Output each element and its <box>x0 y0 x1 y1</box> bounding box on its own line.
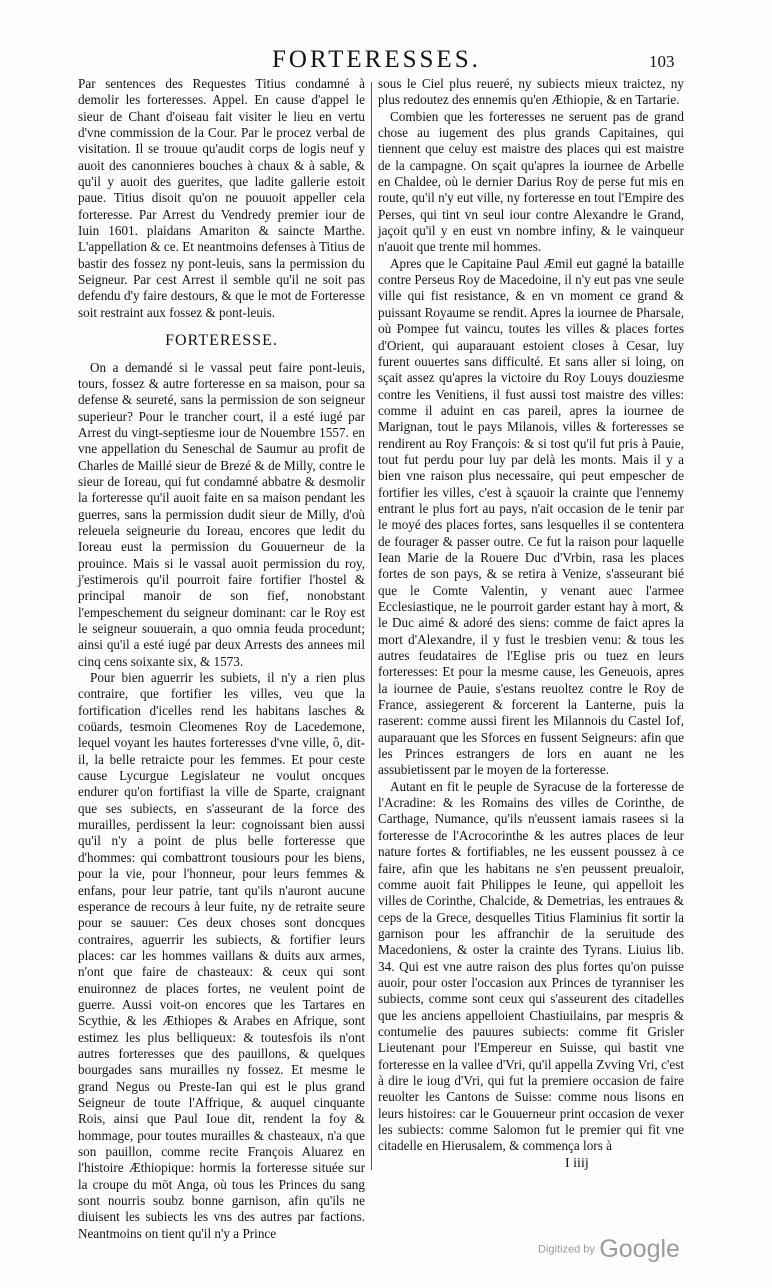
left-column <box>78 76 365 1242</box>
running-head: FORTERESSES. <box>272 46 481 73</box>
paragraph: Pour bien aguerrir les subiets, il n'y a rien plus contraire, que fortifier les villes, veu que la fortification d'icelles rend les habitans lasches & coüards, tesmoin Cleomenes Roy de Lacedemone, lequel voyant les hautes forteresses d'vne ville, ô, dit-il, la belle retraicte pour les femmes. Et pour ceste cause Lycurgue Legislateur ne voulut oncques endurer qu'on fortifiast la ville de Sparte, craignant que ses subiects, en s'asseurant de la force des murailles, perdissent la leur: cognoissant bien aussi qu'il n'y a point de plus belle forteresse que d'hommes: qui combattront tousiours pour les biens, pour la vie, pour l'honneur, pour leurs femmes & enfans, pour leur patrie, tant qu'ils n'auront aucune esperance de recours à leur fuite, ny de retraite seure pour se sauuer: Ces deux choses sont doncques contraires, aguerrir les subiects, & fortifier leurs places: car les hommes vaillans & duits aux armes, n'ont que faire de chasteaux: & ceux qui sont enuironnez de places fortes, ne veulent point de guerre. Aussi voit-on encores que les Tartares en Scythie, & les Æthiopes & Arabes en Afrique, sont estimez les plus belliqueux: & toutesfois ils n'ont autres forteresses que des pauillons, & quelques bourgades sans murailles ny fossez. Et mesme le grand Negus ou Preste-Ian qui est le plus grand Seigneur de toute l'Affrique, & auquel cinquante Rois, ainsi que Paul Ioue dit, rendent la foy & hommage, pour toutes murailles & chasteaux, n'a que son pauillon, comme recite François Aluarez en l'histoire Æthiopique: hormis la forteresse située sur la croupe du mōt Anga, où tous les Princes du sang sont nourris soubz bonne garnison, afin qu'ils ne diuisent les subiects les vns des autres par factions. Neantmoins on tient qu'il n'y a Prince <box>78 670 365 1241</box>
column-divider <box>371 82 372 1170</box>
digitized-watermark <box>538 1235 680 1264</box>
paragraph: Par sentences des Requestes Titius condamné à demolir les forteresses. Appel. En cause d'appel le sieur de Chant d'oiseau fait visiter le lieu en vertu d'vne commission de la Cour. Par le procez verbal de visitation. Il se trouue qu'audit corps de logis neuf y auoit des canonnieres bouches à chaux & à sable, & qu'il y auoit des guerites, que ladite gallerie estoit paue. Titius disoit qu'on ne pouuoit appeller cela forteresse. Par Arrest du Vendredy premier iour de Iuin 1601. plaidans Amariton & saincte Marthe. L'appellation & ce. Et neantmoins defenses à Titius de bastir des fossez ny pont-leuis, sans la permission du Seigneur. Par cest Arrest il semble qu'il ne soit pas defendu d'y faire destours, & que le mot de Forteresse soit restraint aux fossez & pont-leuis. <box>78 76 365 320</box>
digitized-label: Digitized by <box>538 1243 595 1256</box>
google-logo: Google <box>599 1235 680 1263</box>
section-heading: FORTERESSE. <box>165 332 278 350</box>
signature-mark: I iiij <box>565 1156 589 1171</box>
paragraph: Autant en fit le peuple de Syracuse de la forteresse de l'Acradine: & les Romains des villes de Corinthe, de Carthage, Numance, qu'ils n'eussent iamais rasees si la forteresse de l'Acrocorinthe & les autres places de leur nature fortes & fortifiables, ne les eussent poussez à ce faire, afin que les habitans ne s'en peussent preualoir, comme auoit fait Philippes le Ieune, qui appelloit les villes de Corinthe, Chalcide, & Demetrias, les entraues & ceps de la Grece, desquelles Titius Flaminius fit sortir la garnison pour les affranchir de la seruitude des Macedoniens, & oster la crainte des Tyrans. Liuius lib. 34. Qui est vne autre raison des plus fortes qu'on puisse auoir, pour oster l'occasion aux Princes de tyranniser les subiects, comme sont ceux qui s'asseurent des citadelles que les anciens appelloient Chastiuilains, par mespris & contumelie des pauures subiects: comme fit Grisler Lieutenant pour l'Empereur en Suisse, qui bastit vne forteresse en la vallee d'Vri, qu'il appella Zvving Vri, c'est à dire le ioug d'Vri, qui fut la premiere occasion de faire reuolter les Cantons de Suisse: comme nous lisons en leurs histoires: car le Gouuerneur print occasion de vexer les subiects: comme Salomon fut le premier qui fit vne citadelle en Hierusalem, & commença lors à <box>378 778 684 1154</box>
paragraph: Combien que les forteresses ne seruent pas de grand chose au iugement des plus grands Capitaines, qui tiennent que celuy est maistre des places qui est maistre de la campagne. On sçait qu'apres la iournee de Arbelle en Chaldee, où le dernier Darius Roy de perse fut mis en route, qu'il n'y eut ville, ny forteresse en tout l'Empire des Perses, qui tint vn seul iour contre Alexandre le Grand, jaçoit qu'il y en eust vn nombre infiny, & le vainqueur n'auoit que trente mil hommes. <box>378 108 684 255</box>
paragraph: On a demandé si le vassal peut faire pont-leuis, tours, fossez & autre forteresse en sa maison, pour sa defense & seureté, sans la permission de son seigneur superieur? Pour le trancher court, il a esté iugé par Arrest du vingt-septiesme iour de Nouembre 1557. en vne appellation du Seneschal de Saumur au profit de Charles de Maillé sieur de Brezé & de Milly, contre le sieur de Ioreau, qui fut condamné abbatre & desmolir la forteresse qu'il auoit faite en sa maison pendant les guerres, sans la permission dudit sieur de Milly, d'où releuela seigneurie du Ioreau, encores que ledit du Ioreau eust la permission du Gouuerneur de la prouince. Mais si le vassal auoit permission du roy, j'estimerois qu'il pourroit faire fortifier l'hostel & principal manoir de son fief, nonobstant l'empeschement du seigneur dominant: car le Roy est le seigneur souuerain, a quo omnia feuda procedunt; ainsi qu'il a esté iugé par deux Arrests des annees mil cinq cens soixante six, & 1573. <box>78 359 365 669</box>
right-column <box>378 76 684 1155</box>
paragraph: sous le Ciel plus reueré, ny subiects mieux traictez, ny plus redoutez des ennemis qu'en Æthiopie, & en Tartarie. <box>378 76 684 108</box>
page-number: 103 <box>649 52 675 71</box>
paragraph: Apres que le Capitaine Paul Æmil eut gagné la bataille contre Perseus Roy de Macedoine, il n'y eut pas vne seule ville qui fist resistance, & en vn moment ce grand & puissant Royaume se rendit. Apres la iournee de Pharsale, où Pompee fut vaincu, toutes les villes & places fortes d'Orient, qui auparauant estoient closes à Cesar, luy furent ouuertes sans difficulté. Et sans aller si loing, on sçait assez qu'apres la victoire du Roy Louys douziesme contre les Venitiens, il fust aussi tost maistre des villes: comme il aduint en cas pareil, apres la iournee de Marignan, tout le pays Milanois, villes & forteresses se rendirent au Roy François: & si tost qu'il fut pris à Pauie, tout fut perdu pour luy par delà les monts. Mais il y a bien vne raison plus necessaire, qui peut empescher de fortifier les villes, c'est à sçauoir la crainte que l'ennemy entrant le plus fort au pays, n'ait occasion de le tenir par le moyé des places fortes, sans lesquelles il se contentera de fourager & passer outre. Ce fut la raison pour laquelle Iean Marie de la Rouere Duc d'Vrbin, rasa les places fortes de son pays, & se retira à Venize, s'asseurant bié que le Comte Valentin, y venant auec l'armee Ecclesiastique, ne le pourroit garder estant hay à mort, & le Duc aimé & adoré des siens: comme de faict apres la mort d'Alexandre, il y fust le tresbien venu: & tous les autres feudataires de l'Eglise pris ou tuez en leurs forteresses: Et pour la mesme cause, les Geneuois, apres la iournee de Pauie, s'estans reuoltez contre le Roy de France, assiegerent & forcerent la Lanterne, puis la raserent: comme aussi firent les Milannois du Castel Iof, auparauant que les Sforces en fussent Seigneurs: afin que les Princes estrangers de lors en auant ne les assubietissent par le moyen de la forteresse. <box>378 255 684 778</box>
